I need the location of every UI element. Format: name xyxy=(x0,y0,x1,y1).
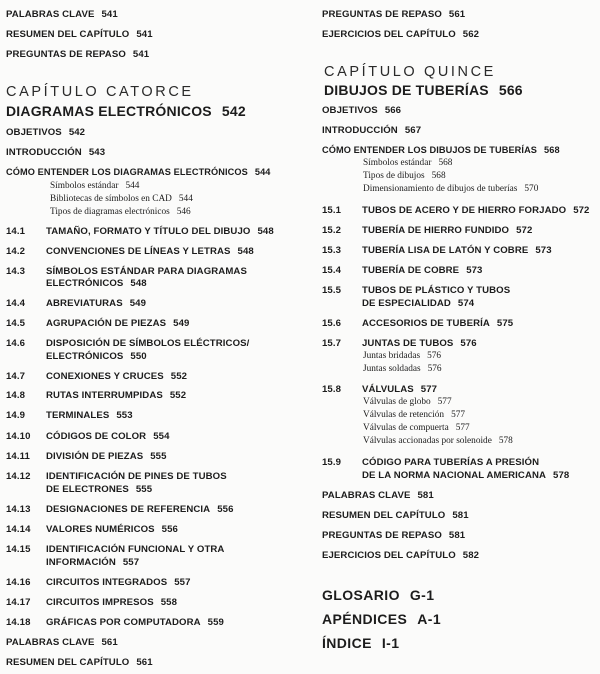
toc-subentry: Juntas bridadas 576 xyxy=(363,351,442,361)
toc-section: 14.15 IDENTIFICACIÓN FUNCIONAL Y OTRA xyxy=(6,544,225,555)
toc-subentry: Símbolos estándar 568 xyxy=(363,158,453,168)
toc-subentry: Juntas soldadas 576 xyxy=(363,364,442,374)
toc-entry: PALABRAS CLAVE 561 xyxy=(6,637,118,648)
toc-section: 14.7 CONEXIONES Y CRUCES 552 xyxy=(6,371,188,382)
toc-section: 14.4 ABREVIATURAS 549 xyxy=(6,298,147,309)
toc-entry: EJERCICIOS DEL CAPÍTULO 582 xyxy=(322,550,480,561)
toc-entry: CÓMO ENTENDER LOS DIAGRAMAS ELECTRÓNICOS 544 xyxy=(6,167,271,177)
toc-section: 14.9 TERMINALES 553 xyxy=(6,410,133,421)
toc-section: 14.12 IDENTIFICACIÓN DE PINES DE TUBOS xyxy=(6,471,227,482)
toc-section-continuation: DE LA NORMA NACIONAL AMERICANA 578 xyxy=(362,470,570,481)
toc-section: 14.5 AGRUPACIÓN DE PIEZAS 549 xyxy=(6,318,190,329)
toc-section: 14.13 DESIGNACIONES DE REFERENCIA 556 xyxy=(6,504,234,515)
toc-subentry: Tipos de diagramas electrónicos 546 xyxy=(50,207,191,217)
back-matter-entry: ÍNDICE I-1 xyxy=(322,635,400,651)
toc-section: 15.7 JUNTAS DE TUBOS 576 xyxy=(322,338,477,349)
toc-entry: INTRODUCCIÓN 567 xyxy=(322,125,422,136)
toc-section-continuation: ELECTRÓNICOS 550 xyxy=(46,351,147,362)
toc-section-continuation: DE ESPECIALIDAD 574 xyxy=(362,298,475,309)
toc-section: 15.4 TUBERÍA DE COBRE 573 xyxy=(322,265,483,276)
toc-subentry: Válvulas de compuerta 577 xyxy=(363,423,470,433)
chapter-label: CAPÍTULO QUINCE xyxy=(324,64,496,80)
toc-section: 14.14 VALORES NUMÉRICOS 556 xyxy=(6,524,178,535)
toc-entry: INTRODUCCIÓN 543 xyxy=(6,147,106,158)
toc-entry: PREGUNTAS DE REPASO 541 xyxy=(6,49,150,60)
toc-section: 14.17 CIRCUITOS IMPRESOS 558 xyxy=(6,597,178,608)
toc-section: 15.1 TUBOS DE ACERO Y DE HIERRO FORJADO 572 xyxy=(322,205,590,216)
back-matter-entry: GLOSARIO G-1 xyxy=(322,587,435,603)
toc-section: 14.6 DISPOSICIÓN DE SÍMBOLOS ELÉCTRICOS/ xyxy=(6,338,250,349)
toc-entry: RESUMEN DEL CAPÍTULO 581 xyxy=(322,510,469,521)
toc-section: 15.2 TUBERÍA DE HIERRO FUNDIDO 572 xyxy=(322,225,533,236)
toc-section: 15.9 CÓDIGO PARA TUBERÍAS A PRESIÓN xyxy=(322,457,540,468)
toc-section: 15.5 TUBOS DE PLÁSTICO Y TUBOS xyxy=(322,285,511,296)
toc-section: 14.8 RUTAS INTERRUMPIDAS 552 xyxy=(6,390,187,401)
toc-subentry: Símbolos estándar 544 xyxy=(50,181,140,191)
toc-section-continuation: INFORMACIÓN 557 xyxy=(46,557,140,568)
toc-entry: PREGUNTAS DE REPASO 581 xyxy=(322,530,466,541)
toc-section: 14.2 CONVENCIONES DE LÍNEAS Y LETRAS 548 xyxy=(6,246,254,257)
toc-subentry: Dimensionamiento de dibujos de tuberías 570 xyxy=(363,184,539,194)
chapter-label: CAPÍTULO CATORCE xyxy=(6,84,194,100)
chapter-title: DIAGRAMAS ELECTRÓNICOS 542 xyxy=(6,103,246,119)
toc-entry: PALABRAS CLAVE 541 xyxy=(6,9,118,20)
toc-section: 14.11 DIVISIÓN DE PIEZAS 555 xyxy=(6,451,167,462)
toc-section: 14.1 TAMAÑO, FORMATO Y TÍTULO DEL DIBUJO 548 xyxy=(6,226,274,237)
toc-subentry: Tipos de dibujos 568 xyxy=(363,171,446,181)
toc-section: 15.6 ACCESORIOS DE TUBERÍA 575 xyxy=(322,318,514,329)
toc-subentry: Bibliotecas de símbolos en CAD 544 xyxy=(50,194,193,204)
toc-section: 14.16 CIRCUITOS INTEGRADOS 557 xyxy=(6,577,191,588)
toc-entry: PREGUNTAS DE REPASO 561 xyxy=(322,9,466,20)
toc-section: 14.10 CÓDIGOS DE COLOR 554 xyxy=(6,431,170,442)
toc-subentry: Válvulas de retención 577 xyxy=(363,410,466,420)
toc-section-continuation: DE ELECTRONES 555 xyxy=(46,484,153,495)
toc-entry: OBJETIVOS 542 xyxy=(6,127,86,138)
toc-entry: OBJETIVOS 566 xyxy=(322,105,402,116)
toc-entry: PALABRAS CLAVE 581 xyxy=(322,490,434,501)
toc-section: 15.8 VÁLVULAS 577 xyxy=(322,384,438,395)
toc-section: 15.3 TUBERÍA LISA DE LATÓN Y COBRE 573 xyxy=(322,245,552,256)
toc-subentry: Válvulas accionadas por solenoide 578 xyxy=(363,436,513,446)
toc-section: 14.3 SÍMBOLOS ESTÁNDAR PARA DIAGRAMAS xyxy=(6,266,247,277)
toc-entry: CÓMO ENTENDER LOS DIBUJOS DE TUBERÍAS 568 xyxy=(322,145,560,155)
toc-entry: RESUMEN DEL CAPÍTULO 541 xyxy=(6,29,153,40)
toc-section: 14.18 GRÁFICAS POR COMPUTADORA 559 xyxy=(6,617,224,628)
toc-section-continuation: ELECTRÓNICOS 548 xyxy=(46,278,147,289)
chapter-title: DIBUJOS DE TUBERÍAS 566 xyxy=(324,82,523,98)
toc-subentry: Válvulas de globo 577 xyxy=(363,397,452,407)
toc-entry: EJERCICIOS DEL CAPÍTULO 562 xyxy=(322,29,480,40)
back-matter-entry: APÉNDICES A-1 xyxy=(322,611,442,627)
toc-entry: RESUMEN DEL CAPÍTULO 561 xyxy=(6,657,153,668)
